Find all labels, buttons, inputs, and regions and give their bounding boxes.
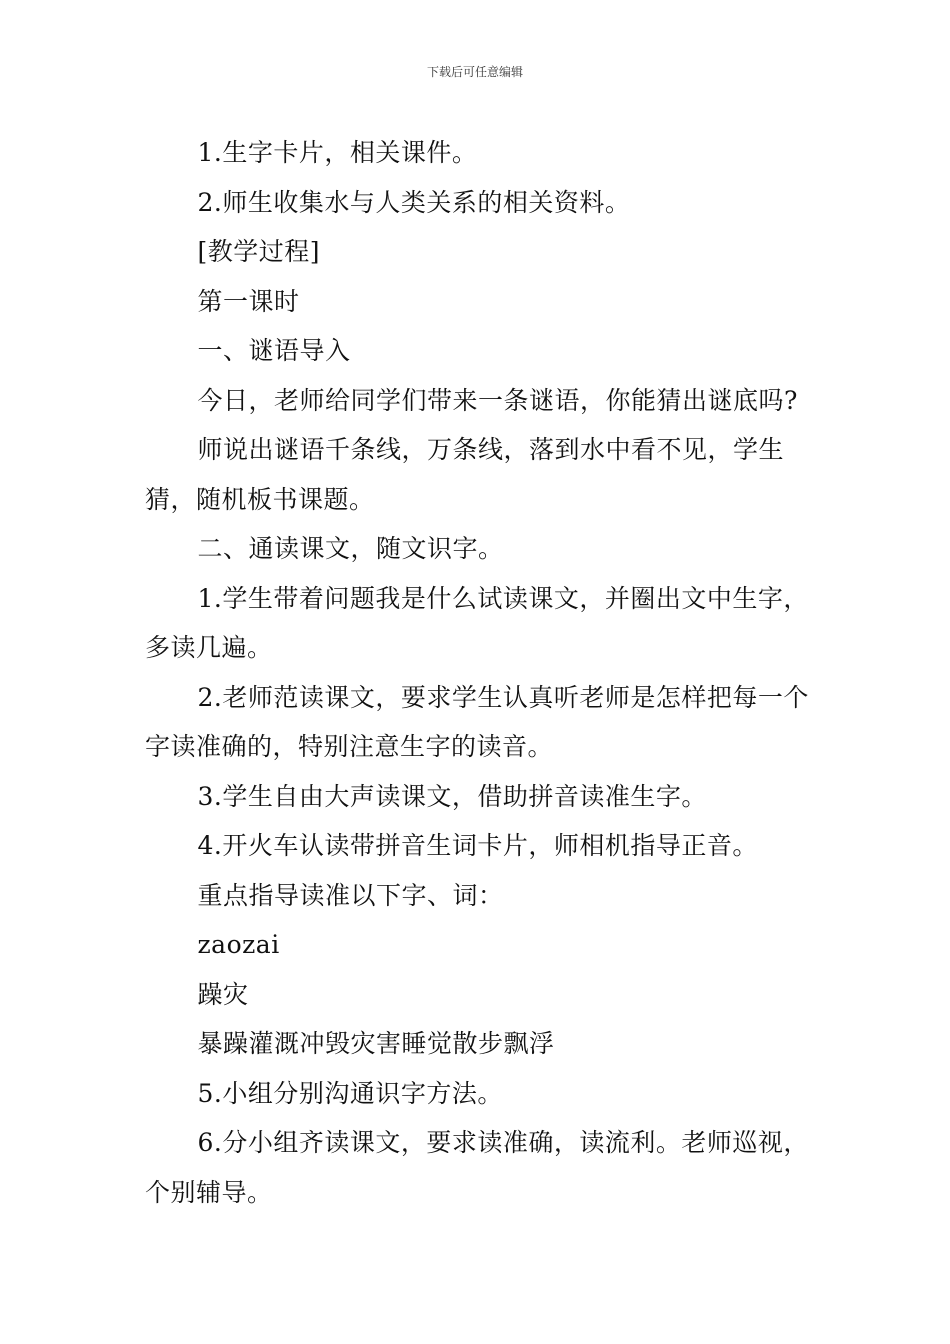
paragraph-key-words-intro: 重点指导读准以下字、词： [197, 880, 504, 910]
paragraph-riddle-content: 师说出谜语千条线，万条线，落到水中看不见，学生猜，随机板书课题。 [145, 435, 785, 514]
step-heading-read-text: 二、通读课文，随文识字。 [197, 534, 504, 563]
paragraph-step-6: 6.分小组齐读课文，要求读准确，读流利。老师巡视，个别辅导。 [145, 1128, 809, 1207]
paragraph-step-3: 3.学生自由大声读课文，借助拼音读准生字。 [197, 781, 707, 811]
document-body [145, 128, 810, 1217]
paragraph-step-2: 2.老师范读课文，要求学生认真听老师是怎样把每一个字读准确的，特别注意生字的读音。 [145, 682, 809, 761]
paragraph-word-list: 暴躁灌溉冲毁灾害睡觉散步飘浮 [197, 1029, 555, 1058]
paragraph-step-4: 4.开火车认读带拼音生词卡片，师相机指导正音。 [197, 831, 758, 860]
step-heading-riddle-intro: 一、谜语导入 [197, 336, 351, 365]
paragraph-materials-1: 1.生字卡片，相关课件。 [197, 138, 478, 167]
lesson-heading-first-period: 第一课时 [197, 286, 300, 316]
paragraph-pinyin: zaozai [197, 930, 280, 959]
paragraph-riddle-question: 今日，老师给同学们带来一条谜语，你能猜出谜底吗? [197, 385, 798, 415]
paragraph-materials-2: 2.师生收集水与人类关系的相关资料。 [197, 187, 631, 217]
section-heading-teaching-process: [教学过程] [197, 237, 321, 266]
paragraph-characters: 躁灾 [197, 979, 249, 1009]
paragraph-step-5: 5.小组分别沟通识字方法。 [197, 1078, 503, 1108]
paragraph-step-1: 1.学生带着问题我是什么试读课文，并圈出文中生字，多读几遍。 [145, 583, 809, 662]
page-header: 下载后可任意编辑 [426, 65, 523, 79]
